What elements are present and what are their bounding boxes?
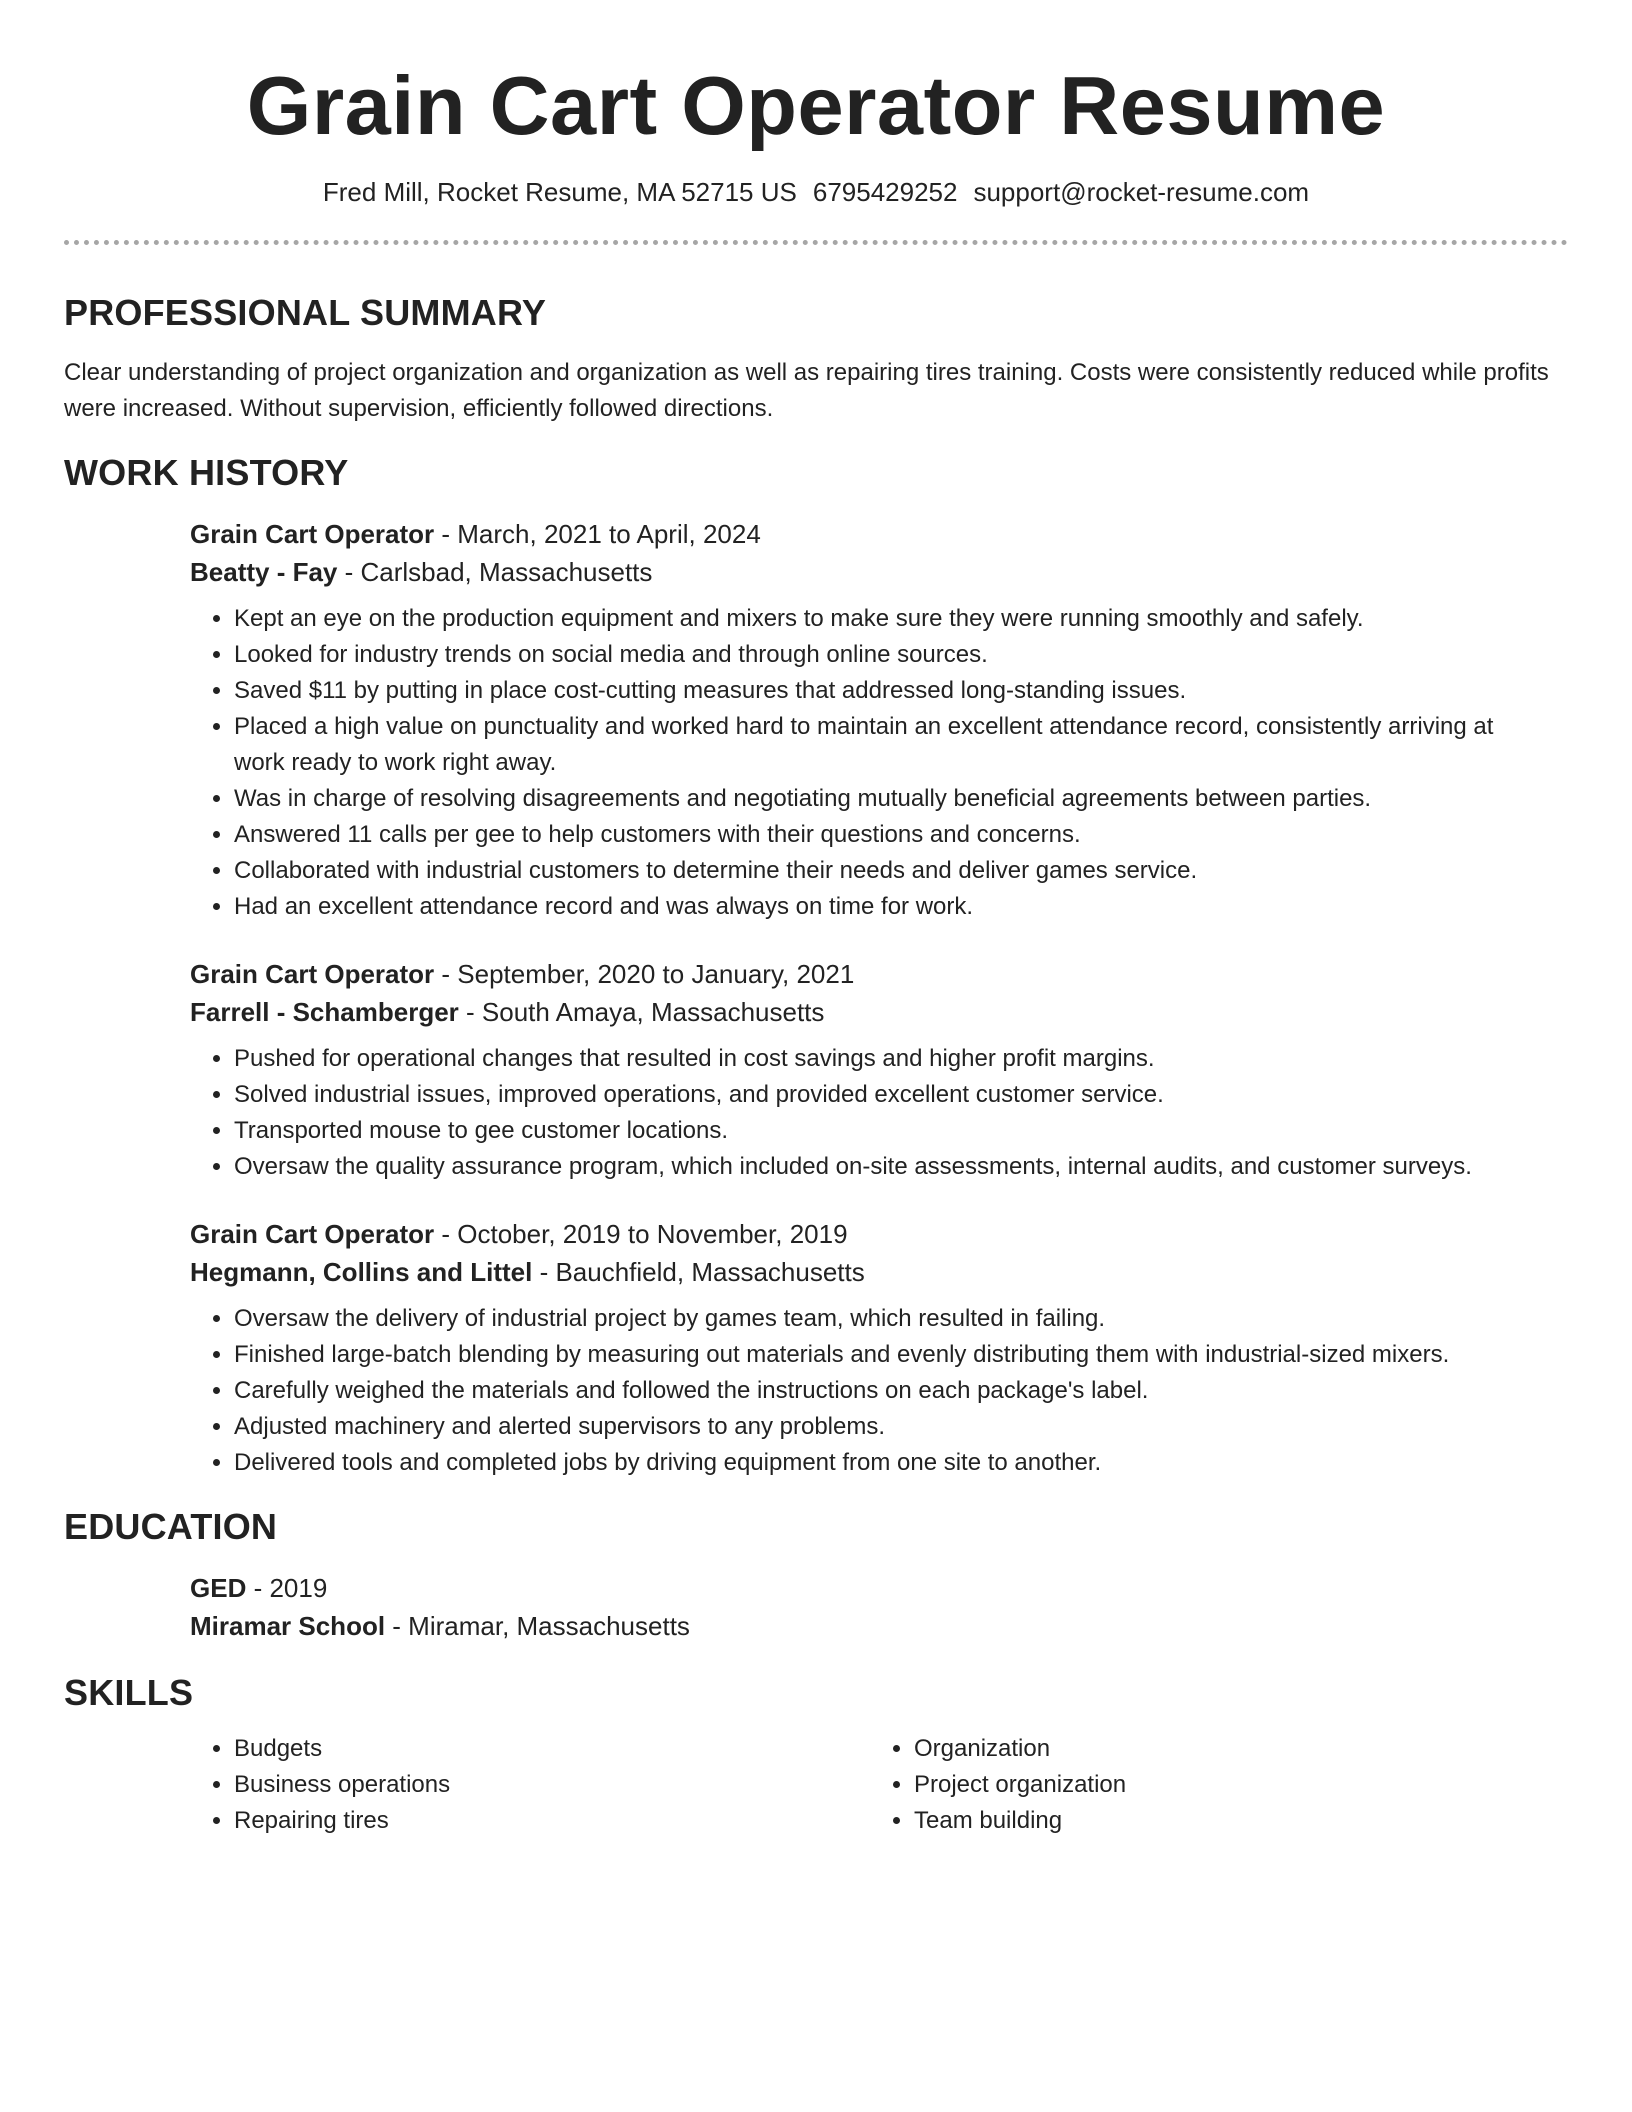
summary-section — [64, 291, 1568, 427]
resume-page — [64, 0, 1568, 1839]
list-item: • Collaborated with industrial customers to determine their needs and deliver games service. — [234, 853, 1548, 889]
job-dates: - March, 2021 to April, 2024 — [434, 519, 761, 549]
education-school: Miramar School — [190, 1611, 386, 1641]
list-item: • Delivered tools and completed jobs by driving equipment from one site to another. — [234, 1445, 1548, 1481]
job-dates: - September, 2020 to January, 2021 — [434, 959, 855, 989]
education-entry — [190, 1569, 1548, 1645]
education-degree: GED — [190, 1573, 247, 1603]
list-item: • Project organization — [914, 1767, 1550, 1803]
skills-list-right — [870, 1731, 1550, 1839]
header-divider — [64, 240, 1568, 245]
job-location: - Bauchfield, Massachusetts — [532, 1257, 865, 1287]
job-entry — [190, 1215, 1548, 1481]
list-item: • Oversaw the quality assurance program, which included on-site assessments, internal audits, and customer surveys. — [234, 1149, 1548, 1185]
list-item: • Kept an eye on the production equipment and mixers to make sure they were running smoothly and safely. — [234, 601, 1548, 637]
summary-heading: PROFESSIONAL SUMMARY — [64, 292, 547, 333]
job-company-line — [190, 993, 1548, 1031]
job-location: - South Amaya, Massachusetts — [458, 997, 825, 1027]
work-section — [64, 451, 1568, 1481]
job-company: Farrell - Schamberger — [190, 997, 459, 1027]
education-degree-line — [190, 1569, 1548, 1607]
education-school-line — [190, 1607, 1548, 1645]
list-item: • Adjusted machinery and alerted supervisors to any problems. — [234, 1409, 1548, 1445]
skills-heading: SKILLS — [64, 1672, 194, 1713]
job-location: - Carlsbad, Massachusetts — [337, 557, 653, 587]
job-entry — [190, 515, 1548, 925]
skills-list-left — [190, 1731, 870, 1839]
job-title-line — [190, 515, 1548, 553]
job-title: Grain Cart Operator — [190, 1219, 435, 1249]
list-item: • Finished large-batch blending by measuring out materials and evenly distributing them with industrial-sized mixers. — [234, 1337, 1548, 1373]
list-item: • Transported mouse to gee customer locations. — [234, 1113, 1548, 1149]
list-item: • Budgets — [234, 1731, 870, 1767]
job-entry — [190, 955, 1548, 1185]
education-heading: EDUCATION — [64, 1506, 278, 1547]
resume-title: Grain Cart Operator Resume — [246, 59, 1386, 152]
list-item: • Was in charge of resolving disagreements and negotiating mutually beneficial agreements between parties. — [234, 781, 1548, 817]
job-bullets — [190, 1301, 1548, 1481]
job-title: Grain Cart Operator — [190, 519, 435, 549]
list-item: • Answered 11 calls per gee to help customers with their questions and concerns. — [234, 817, 1548, 853]
contact-phone: 6795429252 — [812, 177, 958, 207]
job-company: Hegmann, Collins and Littel — [190, 1257, 533, 1287]
job-company-line — [190, 553, 1548, 591]
summary-text: Clear understanding of project organization and organization as well as repairing tires training. Costs were consistently reduced while profits were increased. Without supervision, efficiently followed directions. — [64, 359, 1549, 422]
list-item: • Team building — [914, 1803, 1550, 1839]
list-item: • Repairing tires — [234, 1803, 870, 1839]
skills-grid — [190, 1731, 1548, 1839]
work-heading: WORK HISTORY — [64, 452, 349, 493]
job-bullets — [190, 601, 1548, 925]
contact-address: Fred Mill, Rocket Resume, MA 52715 US — [322, 177, 797, 207]
list-item: • Had an excellent attendance record and was always on time for work. — [234, 889, 1548, 925]
job-title: Grain Cart Operator — [190, 959, 435, 989]
list-item: • Looked for industry trends on social media and through online sources. — [234, 637, 1548, 673]
list-item: • Carefully weighed the materials and followed the instructions on each package's label. — [234, 1373, 1548, 1409]
job-company-line — [190, 1253, 1548, 1291]
skills-section — [64, 1671, 1568, 1839]
education-section — [64, 1505, 1568, 1645]
job-company: Beatty - Fay — [190, 557, 338, 587]
education-year: - 2019 — [246, 1573, 328, 1603]
contact-email: support@rocket-resume.com — [973, 177, 1310, 207]
job-title-line — [190, 955, 1548, 993]
list-item: • Saved $11 by putting in place cost-cutting measures that addressed long-standing issues. — [234, 673, 1548, 709]
job-title-line — [190, 1215, 1548, 1253]
list-item: • Pushed for operational changes that resulted in cost savings and higher profit margins. — [234, 1041, 1548, 1077]
education-location: - Miramar, Massachusetts — [385, 1611, 690, 1641]
contact-line — [64, 176, 1568, 208]
list-item: • Placed a high value on punctuality and worked hard to maintain an excellent attendance record, consistently arriving at work ready to work right away. — [234, 709, 1548, 781]
job-bullets — [190, 1041, 1548, 1185]
list-item: • Organization — [914, 1731, 1550, 1767]
list-item: • Business operations — [234, 1767, 870, 1803]
list-item: • Oversaw the delivery of industrial project by games team, which resulted in failing. — [234, 1301, 1548, 1337]
list-item: • Solved industrial issues, improved operations, and provided excellent customer service. — [234, 1077, 1548, 1113]
job-dates: - October, 2019 to November, 2019 — [434, 1219, 848, 1249]
